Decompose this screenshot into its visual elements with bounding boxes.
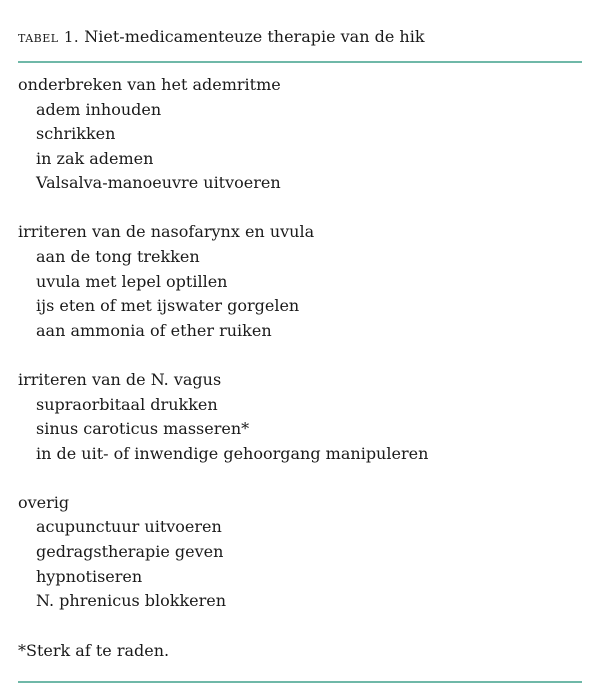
table-body: [18, 73, 582, 638]
list-item: gedragstherapie geven: [36, 542, 224, 561]
group-overig: [18, 491, 582, 614]
group-heading: onderbreken van het ademritme: [18, 75, 281, 94]
bottom-rule: [18, 681, 582, 683]
table-caption: [18, 26, 425, 48]
list-item: in zak ademen: [36, 148, 154, 168]
group-nasofarynx: [18, 220, 582, 343]
list-item: supraorbitaal drukken: [36, 394, 218, 414]
list-item: N. phrenicus blokkeren: [36, 591, 227, 611]
list-item: acupunctuur uitvoeren: [36, 517, 222, 537]
table-title: Niet-medicamenteuze therapie van de hik: [84, 27, 425, 46]
group-heading: irriteren van de nasofarynx en uvula: [18, 222, 315, 242]
list-item: Valsalva-manoeuvre uitvoeren: [36, 173, 281, 193]
table-number-label: tabel 1.: [18, 28, 80, 46]
group-heading: irriteren van de N. vagus: [18, 369, 222, 389]
list-item: uvula met lepel optillen: [36, 271, 228, 291]
list-item: aan ammonia of ether ruiken: [36, 320, 272, 340]
list-item: sinus caroticus masseren*: [36, 419, 250, 439]
list-item: aan de tong trekken: [36, 247, 200, 267]
list-item: hypnotiseren: [36, 566, 143, 586]
footnote: *Sterk af te raden.: [18, 641, 170, 660]
top-rule: [18, 61, 582, 63]
list-item: adem inhouden: [36, 99, 162, 119]
list-item: ijs eten of met ijswater gorgelen: [36, 296, 300, 316]
group-ademritme: [18, 73, 582, 196]
group-vagus: [18, 368, 582, 466]
list-item: in de uit- of inwendige gehoorgang manipuleren: [36, 443, 429, 463]
list-item: schrikken: [36, 124, 116, 144]
group-heading: overig: [18, 492, 70, 512]
